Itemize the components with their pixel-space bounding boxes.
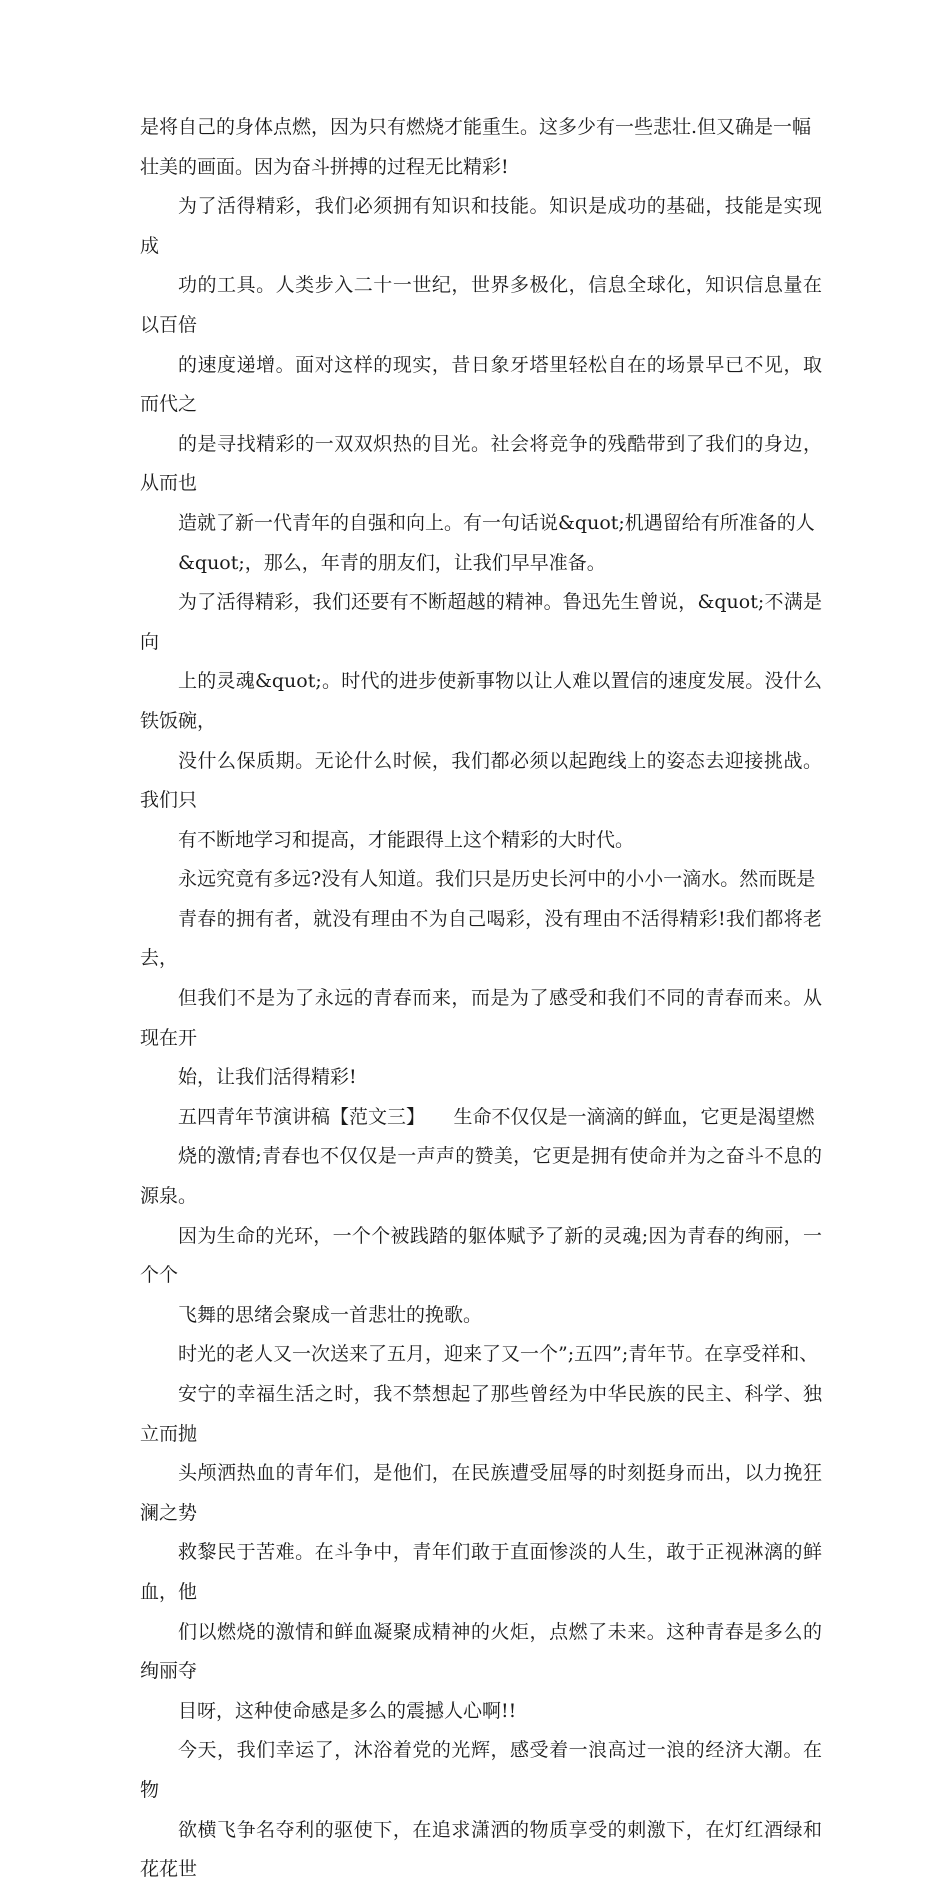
text-line: 救黎民于苦难。在斗争中，青年们敢于直面惨淡的人生，敢于正视淋漓的鲜血，他 [140,1541,822,1603]
paragraph [140,1098,822,1336]
paragraph [140,108,822,187]
text-line: 们以燃烧的激情和鲜血凝聚成精神的火炬，点燃了未来。这种青春是多么的绚丽夺 [140,1620,822,1683]
text-line: 的是寻找精彩的一双双炽热的目光。社会将竞争的残酷带到了我们的身边，从而也 [140,432,822,495]
text-line: 功的工具。人类步入二十一世纪，世界多极化，信息全球化，知识信息量在以百倍 [140,274,822,336]
document-body [140,108,822,1890]
text-line: 造就了新一代青年的自强和向上。有一句话说&quot;机遇留给有所准备的人 [178,511,815,534]
text-line: 壮美的画面。因为奋斗拼搏的过程无比精彩! [140,155,509,178]
text-line: 始，让我们活得精彩! [178,1066,357,1089]
text-line: 为了活得精彩，我们必须拥有知识和技能。知识是成功的基础，技能是实现成 [140,195,822,257]
paragraph [140,1335,822,1731]
text-line: 上的灵魂&quot;。时代的进步使新事物以让人难以置信的速度发展。没什么铁饭碗， [140,670,822,732]
text-line: 烧的激情;青春也不仅仅是一声声的赞美，它更是拥有使命并为之奋斗不息的源泉。 [140,1145,822,1208]
text-line: 永远究竟有多远?没有人知道。我们只是历史长河中的小小一滴水。然而既是 [178,868,816,891]
text-line: 头颅洒热血的青年们，是他们，在民族遭受屈辱的时刻挺身而出，以力挽狂澜之势 [140,1462,822,1524]
text-line: &quot;，那么，年青的朋友们，让我们早早准备。 [178,551,606,574]
text-line: 时光的老人又一次送来了五月，迎来了又一个”;五四”;青年节。在享受祥和、 [178,1343,819,1366]
text-line: 但我们不是为了永远的青春而来，而是为了感受和我们不同的青春而来。从现在开 [140,987,822,1049]
text-line: 欲横飞争名夺利的驱使下，在追求潇洒的物质享受的刺激下，在灯红酒绿和花花世 [140,1818,822,1881]
text-line: 目呀，这种使命感是多么的震撼人心啊!! [178,1699,517,1722]
text-line: 没什么保质期。无论什么时候，我们都必须以起跑线上的姿态去迎接挑战。我们只 [140,749,822,812]
text-line: 今天，我们幸运了，沐浴着党的光辉，感受着一浪高过一浪的经济大潮。在物 [140,1739,822,1801]
paragraph [140,860,822,1098]
text-line: 为了活得精彩，我们还要有不断超越的精神。鲁迅先生曾说，&quot;不满是向 [140,591,822,653]
paragraph [140,583,822,860]
paragraph [140,187,822,583]
text-line: 青春的拥有者，就没有理由不为自己喝彩，没有理由不活得精彩!我们都将老去， [140,907,822,970]
text-line: 安宁的幸福生活之时，我不禁想起了那些曾经为中华民族的民主、科学、独立而抛 [140,1383,822,1445]
text-line: 是将自己的身体点燃，因为只有燃烧才能重生。这多少有一些悲壮.但又确是一幅 [140,116,812,138]
text-line: 五四青年节演讲稿【范文三】 生命不仅仅是一滴滴的鲜血，它更是渴望燃 [178,1105,815,1128]
text-line: 因为生命的光环，一个个被践踏的躯体赋予了新的灵魂;因为青春的绚丽，一个个 [140,1224,822,1287]
text-line: 的速度递增。面对这样的现实，昔日象牙塔里轻松自在的场景早已不见，取而代之 [140,353,822,416]
paragraph [140,1731,822,1889]
text-line: 有不断地学习和提高，才能跟得上这个精彩的大时代。 [178,828,635,851]
text-line: 飞舞的思绪会聚成一首悲壮的挽歌。 [178,1303,483,1326]
